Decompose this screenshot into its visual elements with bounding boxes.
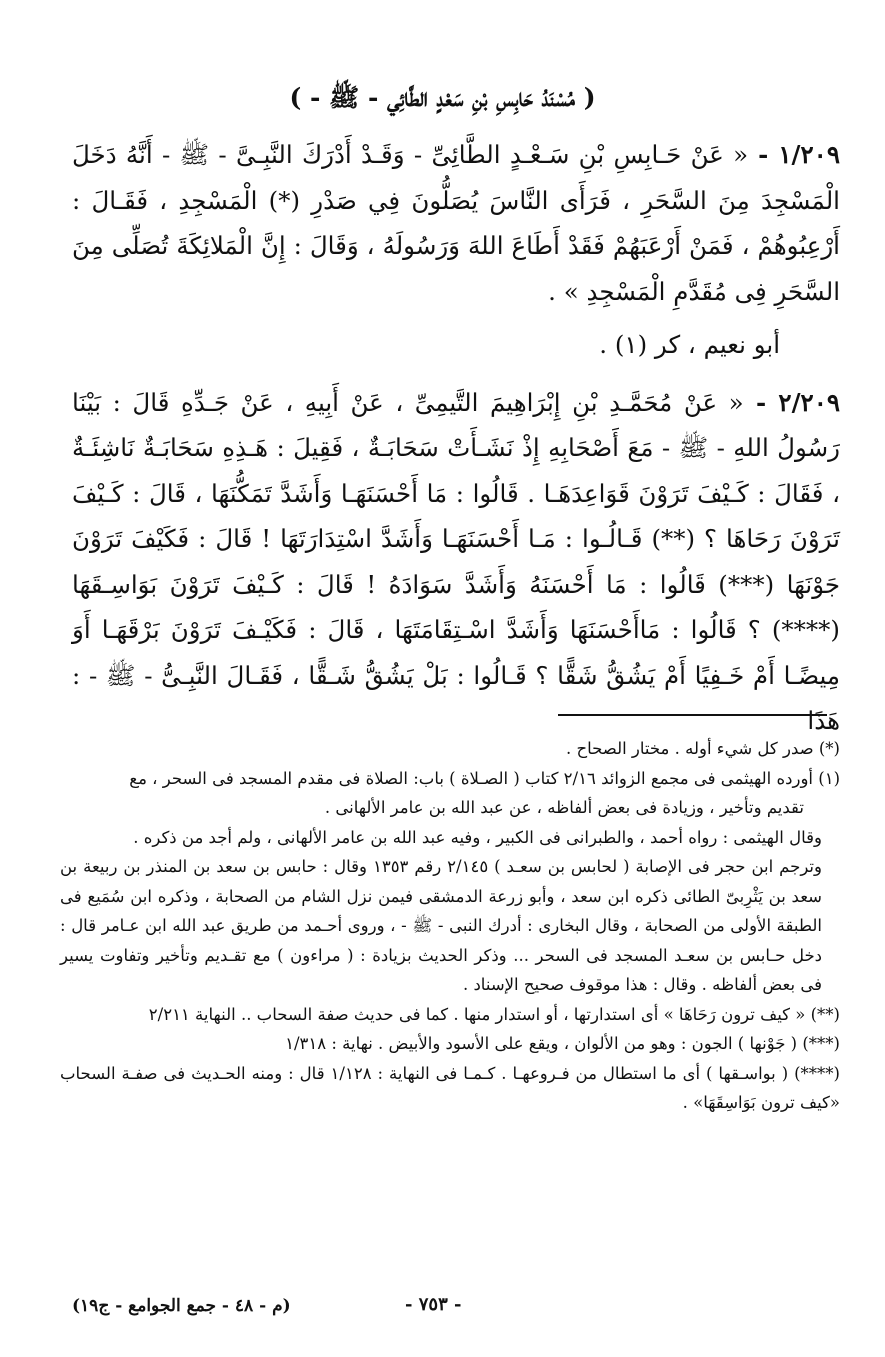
footnote: (***) ( جَوْنها ) الجون : وهو من الألوان ، ويقع على الأسود والأبيض . نهاية : ١/٣١٨: [285, 1034, 840, 1053]
footnote: (**) « كيف ترون رَحَاهَا » أى استدارتها ، أو استدار منها . كما فى حديث صفة السحاب .. النهاية ٢/٢١١: [148, 1004, 840, 1024]
footnote-continuation: تقديم وتأخير ، وزيادة فى بعض ألفاظه ، عن عبد الله بن عامر الألهانى .: [324, 798, 804, 817]
footnote-continuation: وترجم ابن حجر فى الإصابة ( لحابس بن سعـد ) ٢/١٤٥ رقم ١٣٥٣ وقال : حابس بن سعد بن المنذر بن ربيعة بن سعد بن يَثْرِبىّ الطائى ذكره ابن سعد ، وأبو زرعة الدمشقى فيمن نزل الشام من الصحابة ، وذكره ابن سُمَيع فى الطبقة الأولى من الصحابة ، وقال البخارى : أدرك النبى - ﷺ - ، وروى أحـمد من طريق عبد الله ابن عـامر قال : دخل حـابس بن سعـد المسجد فى السحر ... وذكر الحديث بزيادة : ( مراءون ) مع تقـديم وتأخير وتفاوت يسير فى بعض ألفاظه . وقال : هذا موقوف صحيح الإسناد .: [60, 857, 822, 994]
footnotes: [60, 734, 840, 1118]
hadith-source: أبو نعيم ، كر (١) .: [599, 330, 780, 359]
hadith-number: ١/٢٠٩ -: [748, 140, 840, 169]
section-title: ( مُسْنَدُ حَابِسِ بْنِ سَعْدٍ الطَّائِي - ﷺ - ): [289, 83, 596, 112]
footnote-divider: [558, 714, 827, 716]
footnote: (****) ( بواسـقها ) أى ما استطال من فـروعهـا . كـمـا فى النهاية : ١/١٢٨ قال : ومنه الحـديث فى صفـة السحاب «كيف ترون بَوَاسِقَهَا» .: [60, 1063, 840, 1112]
footnote: (*) صدر كل شيء أوله . مختار الصحاح .: [565, 739, 840, 758]
hadith-body: [72, 132, 840, 744]
hadith-text: « عَنْ مُحَمَّـدِ بْنِ إِبْرَاهِيمَ التَّيمِىِّ ، عَنْ أَبِيهِ ، عَنْ جَـدِّهِ قَالَ : بَيْنَا رَسُولُ اللهِ - ﷺ - مَعَ أَصْحَابِهِ إِذْ نَشَـأَتْ سَحَابَـةٌ ، فَقِيلَ : هَـذِهِ سَحَابَـةٌ نَاشِئَـةٌ ، فَقَالَ : كَـيْفَ تَرَوْنَ قَوَاعِدَهَـا . قَالُوا : مَا أَحْسَنَهَـا وَأَشَدَّ تَمَكُّنَهَا ، قَالَ : كَـيْفَ تَرَوْنَ رَحَاهَا ؟ (**) قَـالُـوا : مَـا أَحْسَنَهَـا وَأَشَدَّ اسْتِدَارَتَهَا ! قَالَ : فَكَيْفَ تَرَوْنَ جَوْنَهَا (***) قَالُوا : مَا أَحْسَنَهُ وَأَشَدَّ سَوَادَهُ ! قَالَ : كَـيْفَ تَرَوْنَ بَوَاسِـقَهَا (****) ؟ قَالُوا : مَاأَحْسَنَهَا وَأَشَدَّ اسْـتِقَامَتَهَا ، قَالَ : فَكَيْـفَ تَرَوْنَ بَرْقَهَـا أَوَ مِيضًـا أَمْ خَـفِيًا أَمْ يَشُقُّ شَقًّا ؟ قَـالُوا : بَلْ يَشُقُّ شَـقًّا ، فَقَـالَ النَّبِـىُّ - ﷺ - : هَذَا: [72, 387, 840, 735]
hadith-text: « عَنْ حَـابِسِ بْنِ سَـعْـدٍ الطَّائِىِّ - وَقَـدْ أَدْرَكَ النَّبِـىَّ - ﷺ - أَنَّهُ دَخَلَ الْمَسْجِدَ مِنَ السَّحَرِ ، فَرَأَى النَّاسَ يُصَلُّونَ فِي صَدْرِ (*) الْمَسْجِدِ ، فَقَـالَ : أَرْعِبُوهُمْ ، فَمَنْ أَرْعَبَهُمْ فَقَدْ أَطَاعَ اللهَ وَرَسُولَهُ ، وَقَالَ : إِنَّ الْمَلائِكَةَ تُصَلِّى مِنَ السَّحَرِ فِى مُقَدَّمِ الْمَسْجِدِ » .: [72, 140, 840, 306]
signature-mark: (م - ٤٨ - جمع الجوامع - ج١٩): [72, 1296, 291, 1316]
footnote: (١) أورده الهيثمى فى مجمع الزوائد ٢/١٦ كتاب ( الصـلاة ) باب: الصلاة فى مقدم المسجد فى السحر ، مع: [129, 768, 840, 788]
page-number: - ٧٥٣ -: [405, 1294, 462, 1315]
hadith-number: ٢/٢٠٩ -: [743, 387, 841, 417]
hadith-entry: [72, 380, 840, 744]
footnote-continuation: وقال الهيثمى : رواه أحمد ، والطبرانى فى الكبير ، وفيه عبد الله بن عامر الألهانى ، ولم أجد من ذكره .: [133, 827, 822, 847]
hadith-entry: [72, 132, 840, 314]
